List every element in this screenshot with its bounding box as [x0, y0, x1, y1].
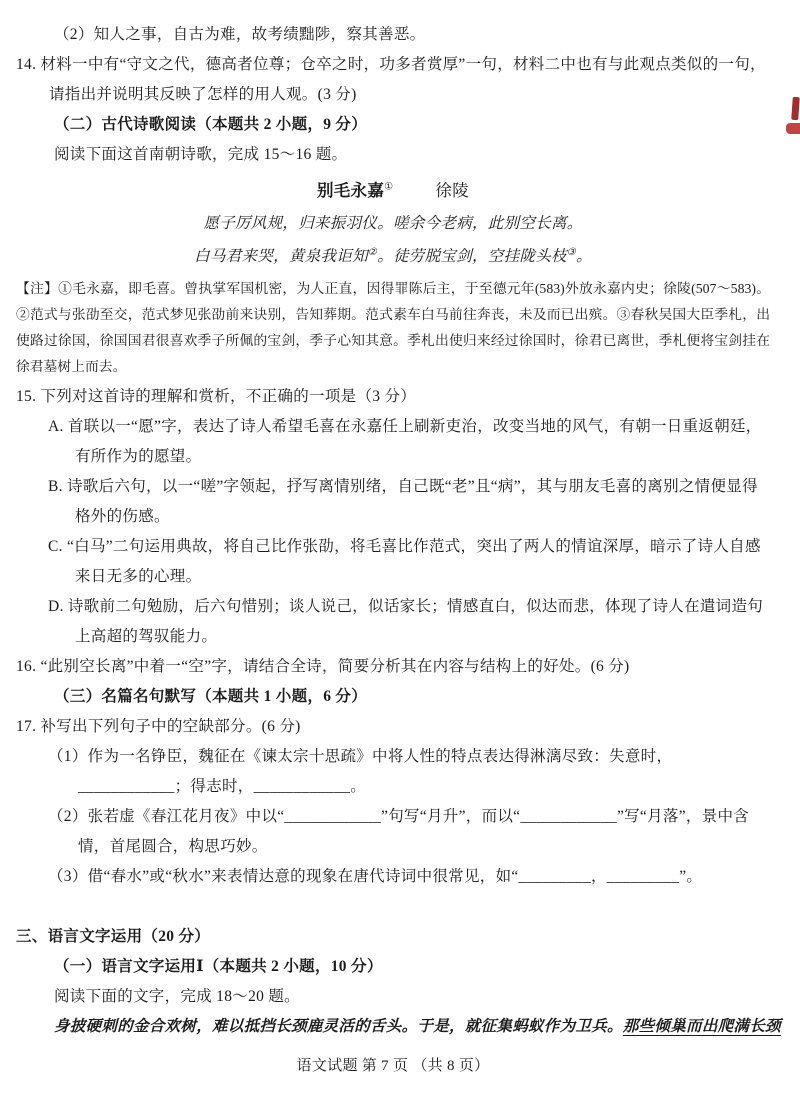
poem-title: 别毛永嘉 — [316, 181, 385, 200]
poem-title-line — [16, 175, 770, 207]
question-14: 14. 材料一中有“守文之代，德高者位尊；仓卒之时，功多者赏厚”一句，材料二中也有与此观点类似的一句，请指出并说明其反映了怎样的用人观。(3 分) — [16, 56, 766, 103]
poem-line-2-text-c: 。 — [576, 248, 592, 265]
section-2-intro: 阅读下面这首南朝诗歌，完成 15～16 题。 — [54, 146, 348, 163]
question-17-stem: 17. 补写出下列句子中的空缺部分。(6 分) — [16, 718, 301, 735]
question-15-option-b: B. 诗歌后六句，以一“嗟”字领起，抒写离情别绪，自己既“老”且“病”，其与朋友毛喜的离别之情便显得格外的伤感。 — [48, 478, 758, 525]
passage-underlined-text: 那些倾巢而出爬满长颈 — [622, 1018, 781, 1035]
poem-line-2-text-a: 白马君来哭，黄泉我讵知 — [194, 248, 368, 265]
question-17-item-2: （2）张若虚《春江花月夜》中以“____________”句写“月升”，而以“____________”写“月落”，景中含情，首尾圆合，构思巧妙。 — [48, 808, 750, 855]
item-2-text: （2）知人之事，自古为难，故考绩黜陟，察其善恶。 — [54, 26, 426, 43]
part-3-intro: 阅读下面的文字，完成 18～20 题。 — [54, 988, 300, 1005]
section-3-heading: （三）名篇名句默写（本题共 1 小题，6 分） — [54, 688, 368, 705]
reading-passage — [16, 1012, 781, 1042]
question-15-option-d: D. 诗歌前二句勉励，后六句惜别；谈人说己，似话家长；情感直白，似达而悲，体现了诗人在遣词造句上高超的驾驭能力。 — [48, 598, 764, 645]
question-16: 16. “此别空长离”中着一“空”字，请结合全诗，简要分析其在内容与结构上的好处。(6 分) — [16, 658, 630, 675]
question-17-item-1: （1）作为一名铮臣，魏征在《谏太宗十思疏》中将人性的特点表达得淋漓尽致：失意时，____________；得志时，____________。 — [48, 748, 673, 795]
question-15-option-a: A. 首联以一“愿”字，表达了诗人希望毛喜在永嘉任上刷新吏治，改变当地的风气，有朝一日重返朝廷，有所作为的愿望。 — [48, 418, 762, 465]
poem-note-ref-2: ② — [367, 246, 378, 258]
page-footer: 语文试题 第 7 页 （共 8 页） — [296, 1058, 490, 1074]
poem-line-2-text-b: 。徒劳脱宝剑，空挂陇头枝 — [377, 248, 567, 265]
poem-author: 徐陵 — [435, 181, 470, 200]
poem-annotations: 【注】①毛永嘉，即毛喜。曾执掌军国机密，为人正直，因得罪陈后主，于至德元年(583)外放永嘉内史；徐陵(507～583)。②范式与张劭至交，范式梦见张劭前来诀别，告知葬期。范式素车白马前往奔丧，未及而已出殡。③春秋吴国大臣季札，出使路过徐国，徐国国君很喜欢季子所佩的宝剑，季子心知其意。季札出使归来经过徐国时，徐君已离世，季札便将宝剑挂在徐君墓树上而去。 — [16, 281, 770, 374]
question-15-option-c: C. “白马”二句运用典故，将自己比作张劭，将毛喜比作范式，突出了两人的情谊深厚，暗示了诗人自感来日无多的心理。 — [48, 538, 761, 585]
passage-text: 身披硬刺的金合欢树，难以抵挡长颈鹿灵活的舌头。于是，就征集蚂蚁作为卫兵。 — [54, 1018, 623, 1035]
poem-note-ref-3: ③ — [566, 246, 577, 258]
part-3-heading: 三、语言文字运用（20 分） — [16, 928, 211, 945]
poem-line-2 — [16, 240, 770, 273]
red-scan-mark-1 — [791, 97, 800, 120]
section-2-heading: （二）古代诗歌阅读（本题共 2 小题，9 分） — [54, 116, 368, 133]
red-scan-mark-2 — [786, 123, 800, 134]
poem-line-1: 愿子厉风规，归来振羽仪。嗟余今老病，此别空长离。 — [203, 215, 583, 232]
part-3-section-1-heading: （一）语言文字运用Ⅰ（本题共 2 小题，10 分） — [54, 958, 383, 975]
question-15-stem: 15. 下列对这首诗的理解和赏析，不正确的一项是（3 分） — [16, 388, 417, 405]
poem-title-note-ref: ① — [384, 181, 394, 193]
question-17-item-3: （3）借“春水”或“秋水”来表情达意的现象在唐代诗词中很常见，如“_________，_________”。 — [48, 868, 703, 885]
